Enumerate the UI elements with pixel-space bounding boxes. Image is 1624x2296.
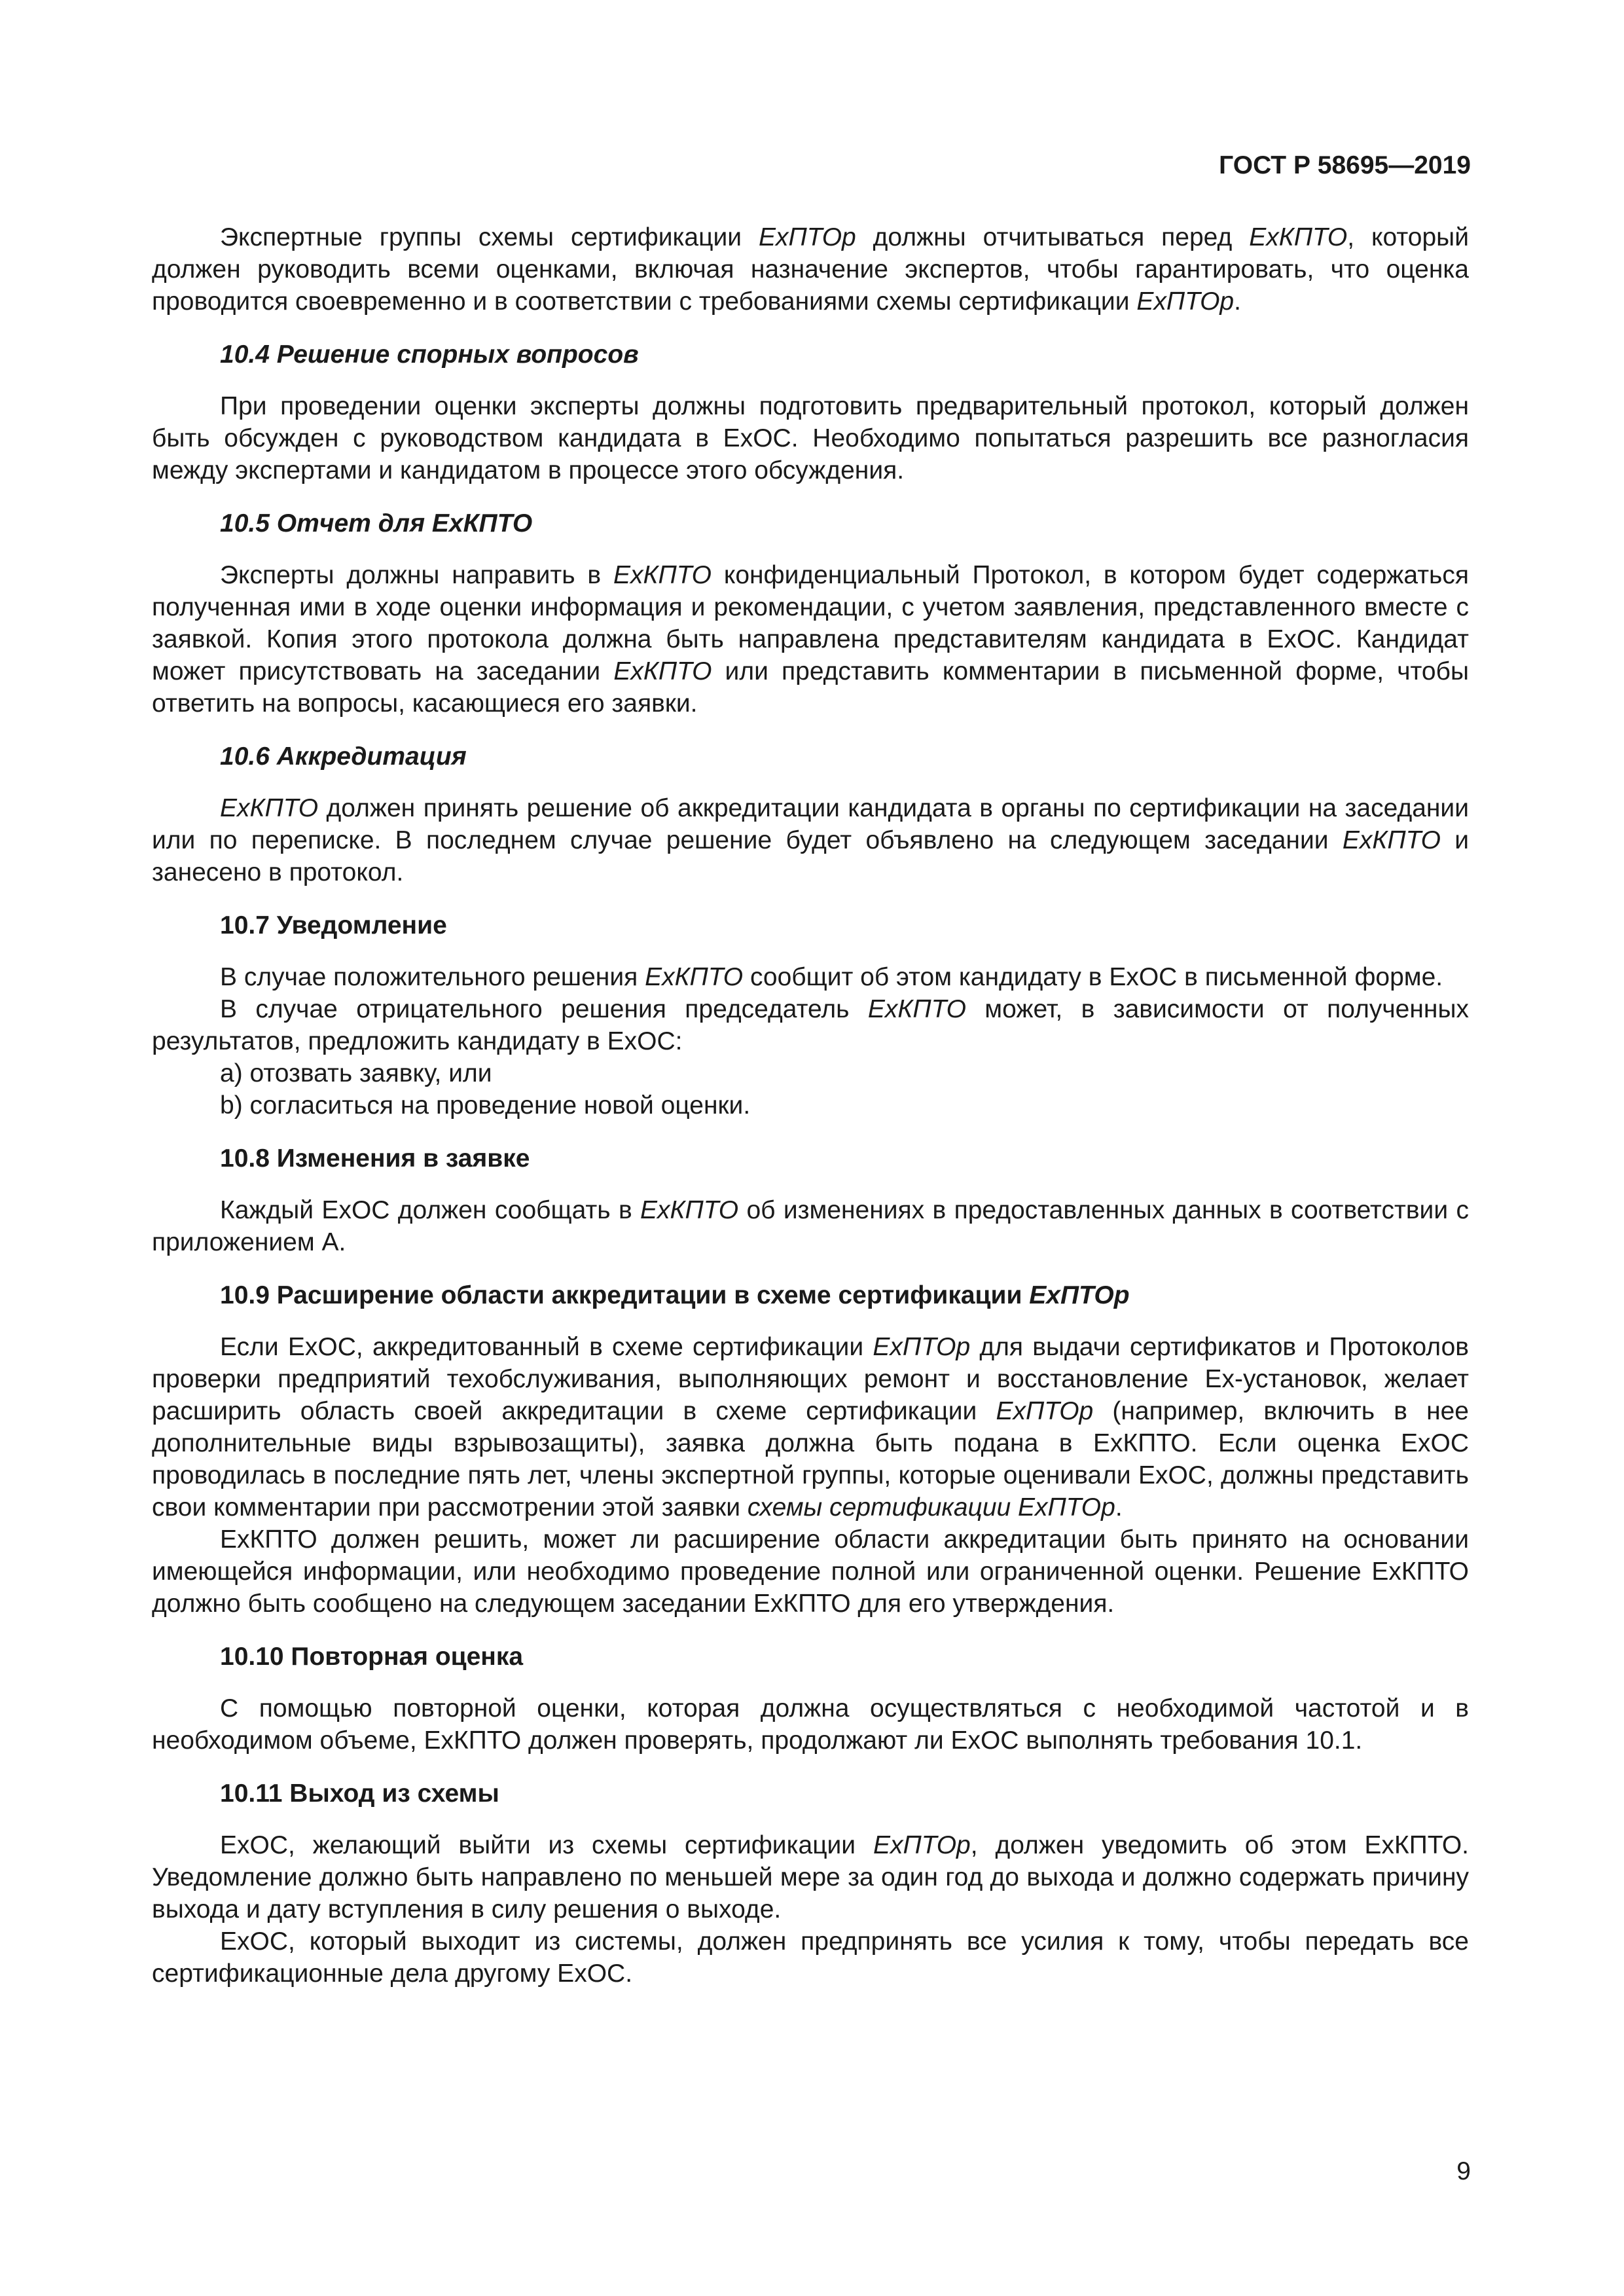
section-heading-10-9: 10.9 Расширение области аккредитации в схеме сертификации ExПТОр [220, 1281, 1130, 1309]
section-10-6-paragraph: ExКПТО должен принять решение об аккредитации кандидата в органы по сертификации на заседании или по переписке. В последнем случае решение будет объявлено на следующем заседании ExКПТО и занесено в протокол. [152, 794, 1469, 886]
section-10-11-paragraph-1: ExОС, желающий выйти из схемы сертификации ExПТОр, должен уведомить об этом ExКПТО. Уведомление должно быть направлено по меньшей мере за один год до выхода и должно содержать причину выхода и дату вступления в силу решения о выходе. [152, 1831, 1469, 1923]
section-10-9-paragraph-1: Если ExОС, аккредитованный в схеме сертификации ExПТОр для выдачи сертификатов и Протоколов проверки предприятий техобслуживания, выполняющих ремонт и восстановление Ex-установок, желает расширить область своей аккредитации в схеме сертификации ExПТОр (например, включить в нее дополнительные виды взрывозащиты), заявка должна быть подана в ExКПТО. Если оценка ExОС проводилась в последние пять лет, члены экспертной группы, которые оценивали ExОС, должны представить свои комментарии при рассмотрении этой заявки схемы сертификации ExПТОр. [152, 1333, 1469, 1522]
section-heading-10-7: 10.7 Уведомление [220, 911, 447, 939]
section-10-5-paragraph: Эксперты должны направить в ExКПТО конфиденциальный Протокол, в котором будет содержаться полученная ими в ходе оценки информация и рекомендации, с учетом заявления, представленного вместе с заявкой. Копия этого протокола должна быть направлена представителям кандидата в ExОС. Кандидат может присутствовать на заседании ExКПТО или представить комментарии в письменной форме, чтобы ответить на вопросы, касающиеся его заявки. [152, 561, 1469, 718]
section-10-7-paragraph-1: В случае положительного решения ExКПТО сообщит об этом кандидату в ExОС в письменной форме. [220, 963, 1443, 991]
intro-paragraph: Экспертные группы схемы сертификации ExПТОр должны отчитываться перед ExКПТО, который должен руководить всеми оценками, включая назначение экспертов, чтобы гарантировать, что оценка проводится своевременно и в соответствии с требованиями схемы сертификации ExПТОр. [152, 223, 1469, 316]
section-heading-10-4: 10.4 Решение спорных вопросов [220, 340, 639, 369]
section-10-9-paragraph-2: ExКПТО должен решить, может ли расширение области аккредитации быть принято на основании имеющейся информации, или необходимо проведение полной или ограниченной оценки. Решение ExКПТО должно быть сообщено на следующем заседании ExКПТО для его утверждения. [152, 1525, 1469, 1618]
document-id-header: ГОСТ Р 58695—2019 [1219, 151, 1471, 179]
section-heading-10-5: 10.5 Отчет для ExКПТО [220, 509, 533, 538]
page-number: 9 [1456, 2157, 1471, 2185]
section-10-8-paragraph: Каждый ExОС должен сообщать в ExКПТО об изменениях в предоставленных данных в соответствии с приложением А. [152, 1196, 1469, 1256]
section-10-10-paragraph: С помощью повторной оценки, которая должна осуществляться с необходимой частотой и в необходимом объеме, ExКПТО должен проверять, продолжают ли ExОС выполнять требования 10.1. [152, 1694, 1469, 1755]
page-content [152, 221, 1469, 1990]
section-10-4-paragraph: При проведении оценки эксперты должны подготовить предварительный протокол, который должен быть обсужден с руководством кандидата в ExОС. Необходимо попытаться разрешить все разногласия между экспертами и кандидатом в процессе этого обсуждения. [152, 392, 1469, 484]
section-heading-10-10: 10.10 Повторная оценка [220, 1643, 524, 1671]
section-10-11-paragraph-2: ExОС, который выходит из системы, должен предпринять все усилия к тому, чтобы передать все сертификационные дела другому ExОС. [152, 1927, 1469, 1988]
section-heading-10-11: 10.11 Выход из схемы [220, 1779, 499, 1808]
list-item-a: a) отозвать заявку, или [220, 1059, 492, 1087]
section-10-7-paragraph-2: В случае отрицательного решения председатель ExКПТО может, в зависимости от полученных результатов, предложить кандидату в ExОС: [152, 995, 1469, 1055]
section-heading-10-8: 10.8 Изменения в заявке [220, 1144, 530, 1173]
section-heading-10-6: 10.6 Аккредитация [220, 742, 467, 771]
list-item-b: b) согласиться на проведение новой оценки. [220, 1091, 751, 1120]
